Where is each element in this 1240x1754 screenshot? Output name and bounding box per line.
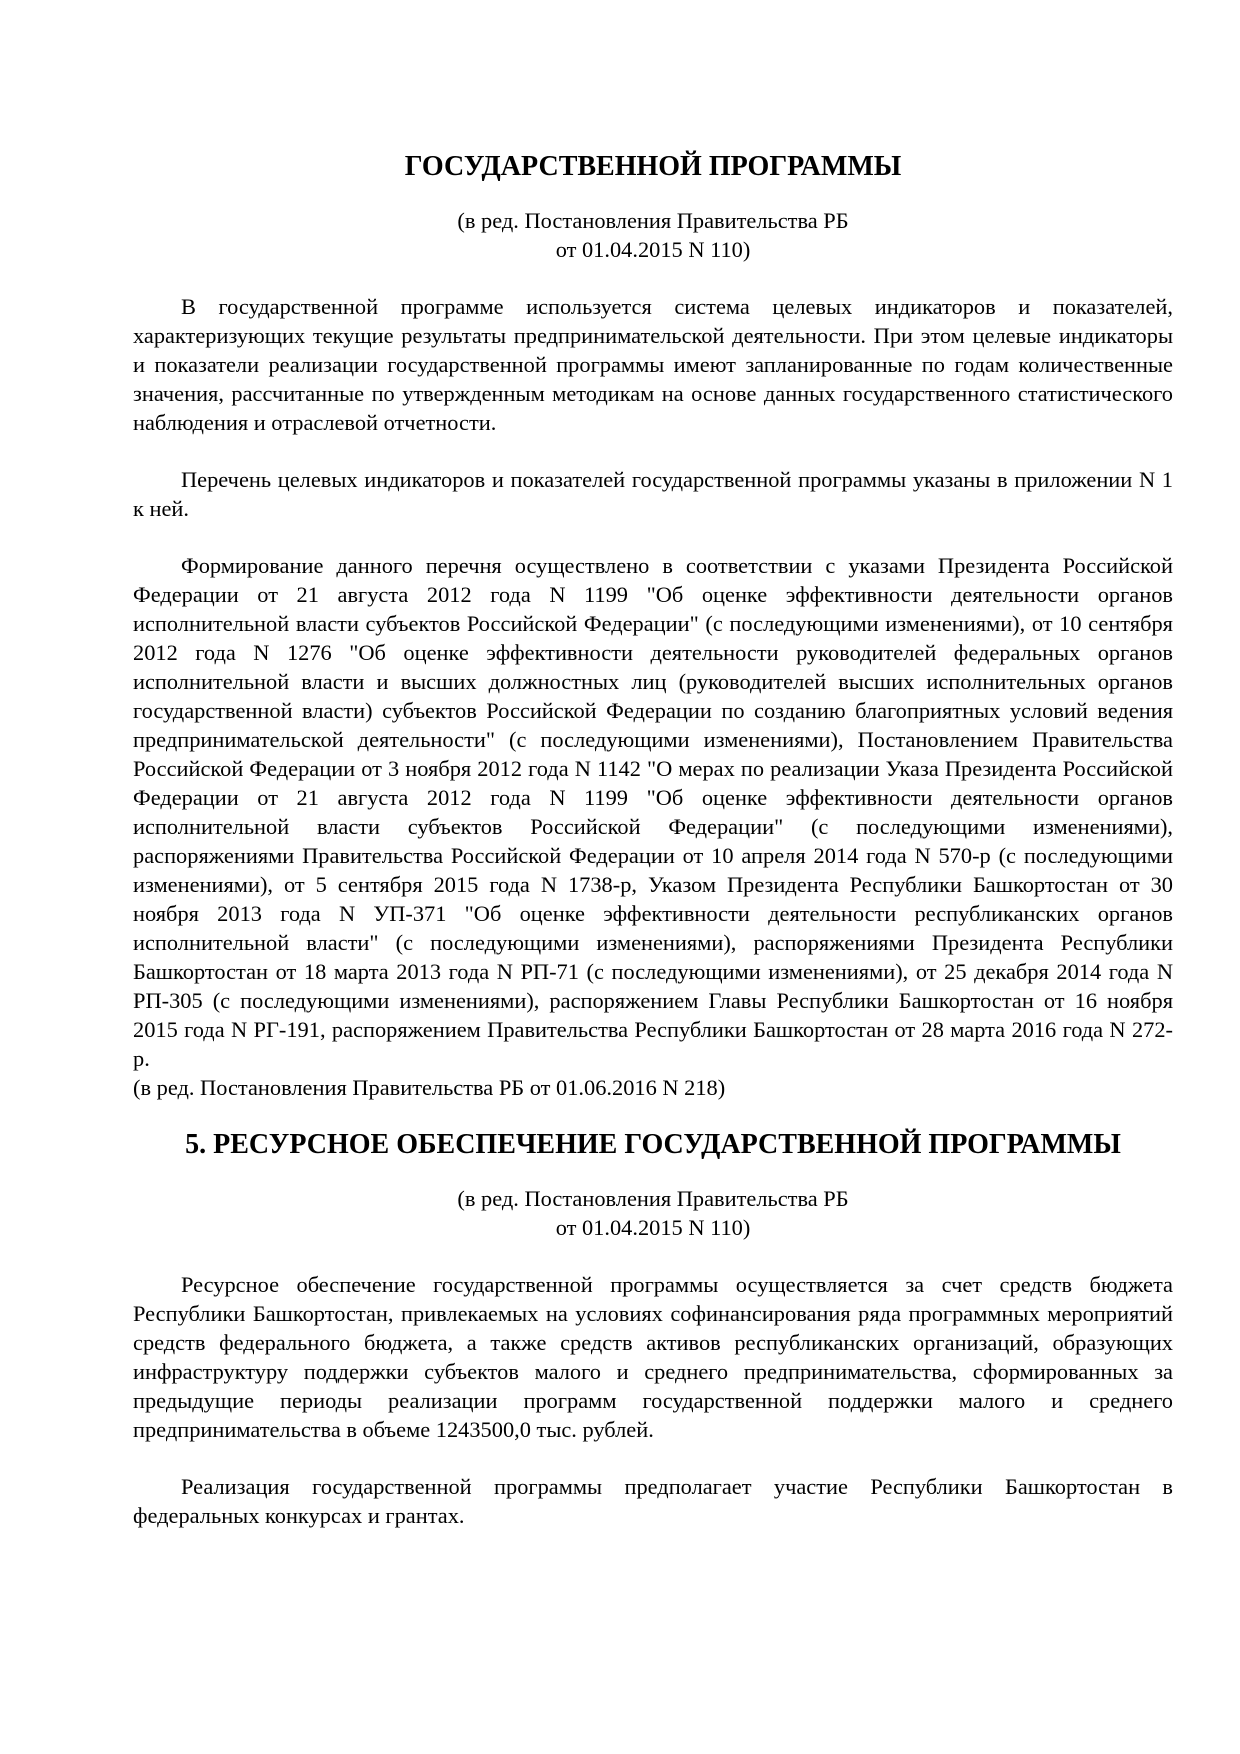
document-content — [133, 150, 1173, 1530]
redaction-note-line: (в ред. Постановления Правительства РБ — [457, 208, 849, 233]
section-heading-resource-provision: 5. РЕСУРСНОЕ ОБЕСПЕЧЕНИЕ ГОСУДАРСТВЕННОЙ ПРОГРАММЫ — [185, 1129, 1121, 1160]
paragraph-legal-basis: Формирование данного перечня осуществлено в соответствии с указами Президента Российской Федерации от 21 августа 2012 года N 1199 "Об оценке эффективности деятельности органов исполнительной власти субъектов Российской Федерации" (с последующими изменениями), от 10 сентября 2012 года N 1276 "Об оценке эффективности деятельности руководителей федеральных органов исполнительной власти и высших должностных лиц (руководителей высших исполнительных органов государственной власти) субъектов Российской Федерации по созданию благоприятных условий ведения предпринимательской деятельности" (с последующими изменениями), Постановлением Правительства Российской Федерации от 3 ноября 2012 года N 1142 "О мерах по реализации Указа Президента Российской Федерации от 21 августа 2012 года N 1199 "Об оценке эффективности деятельности органов исполнительной власти субъектов Российской Федерации" (с последующими изменениями), распоряжениями Правительства Российской Федерации от 10 апреля 2014 года N 570-р (с последующими изменениями), от 5 сентября 2015 года N 1738-р, Указом Президента Республики Башкортостан от 30 ноября 2013 года N УП-371 "Об оценке эффективности деятельности республиканских органов исполнительной власти" (с последующими изменениями), распоряжениями Президента Республики Башкортостан от 18 марта 2013 года N РП-71 (с последующими изменениями), от 25 декабря 2014 года N РП-305 (с последующими изменениями), распоряжением Главы Республики Башкортостан от 16 ноября 2015 года N РГ-191, распоряжением Правительства Республики Башкортостан от 28 марта 2016 года N 272-р. — [133, 553, 1173, 1071]
redaction-note-line: от 01.04.2015 N 110) — [555, 1215, 751, 1240]
paragraph-resource-provision: Ресурсное обеспечение государственной программы осуществляется за счет средств бюджета Республики Башкортостан, привлекаемых на условиях софинансирования ряда программных мероприятий средств федерального бюджета, а также средств активов республиканских организаций, образующих инфраструктуру поддержки субъектов малого и среднего предпринимательства, сформированных за предыдущие периоды реализации программ государственной поддержки малого и среднего предпринимательства в объеме 1243500,0 тыс. рублей. — [133, 1272, 1173, 1442]
redaction-note-line: (в ред. Постановления Правительства РБ — [457, 1186, 849, 1211]
paragraph-federal-competitions: Реализация государственной программы предполагает участие Республики Башкортостан в федеральных конкурсах и грантах. — [133, 1474, 1173, 1528]
paragraph-indicators-list: Перечень целевых индикаторов и показателей государственной программы указаны в приложении N 1 к ней. — [133, 467, 1173, 521]
paragraph-indicators-system: В государственной программе используется система целевых индикаторов и показателей, характеризующих текущие результаты предпринимательской деятельности. При этом целевые индикаторы и показатели реализации государственной программы имеют запланированные по годам количественные значения, рассчитанные по утвержденным методикам на основе данных государственного статистического наблюдения и отраслевой отчетности. — [133, 294, 1173, 435]
amendment-note: (в ред. Постановления Правительства РБ от 01.06.2016 N 218) — [133, 1075, 726, 1100]
redaction-note-line: от 01.04.2015 N 110) — [555, 237, 751, 262]
section-heading-state-program: ГОСУДАРСТВЕННОЙ ПРОГРАММЫ — [404, 151, 902, 182]
